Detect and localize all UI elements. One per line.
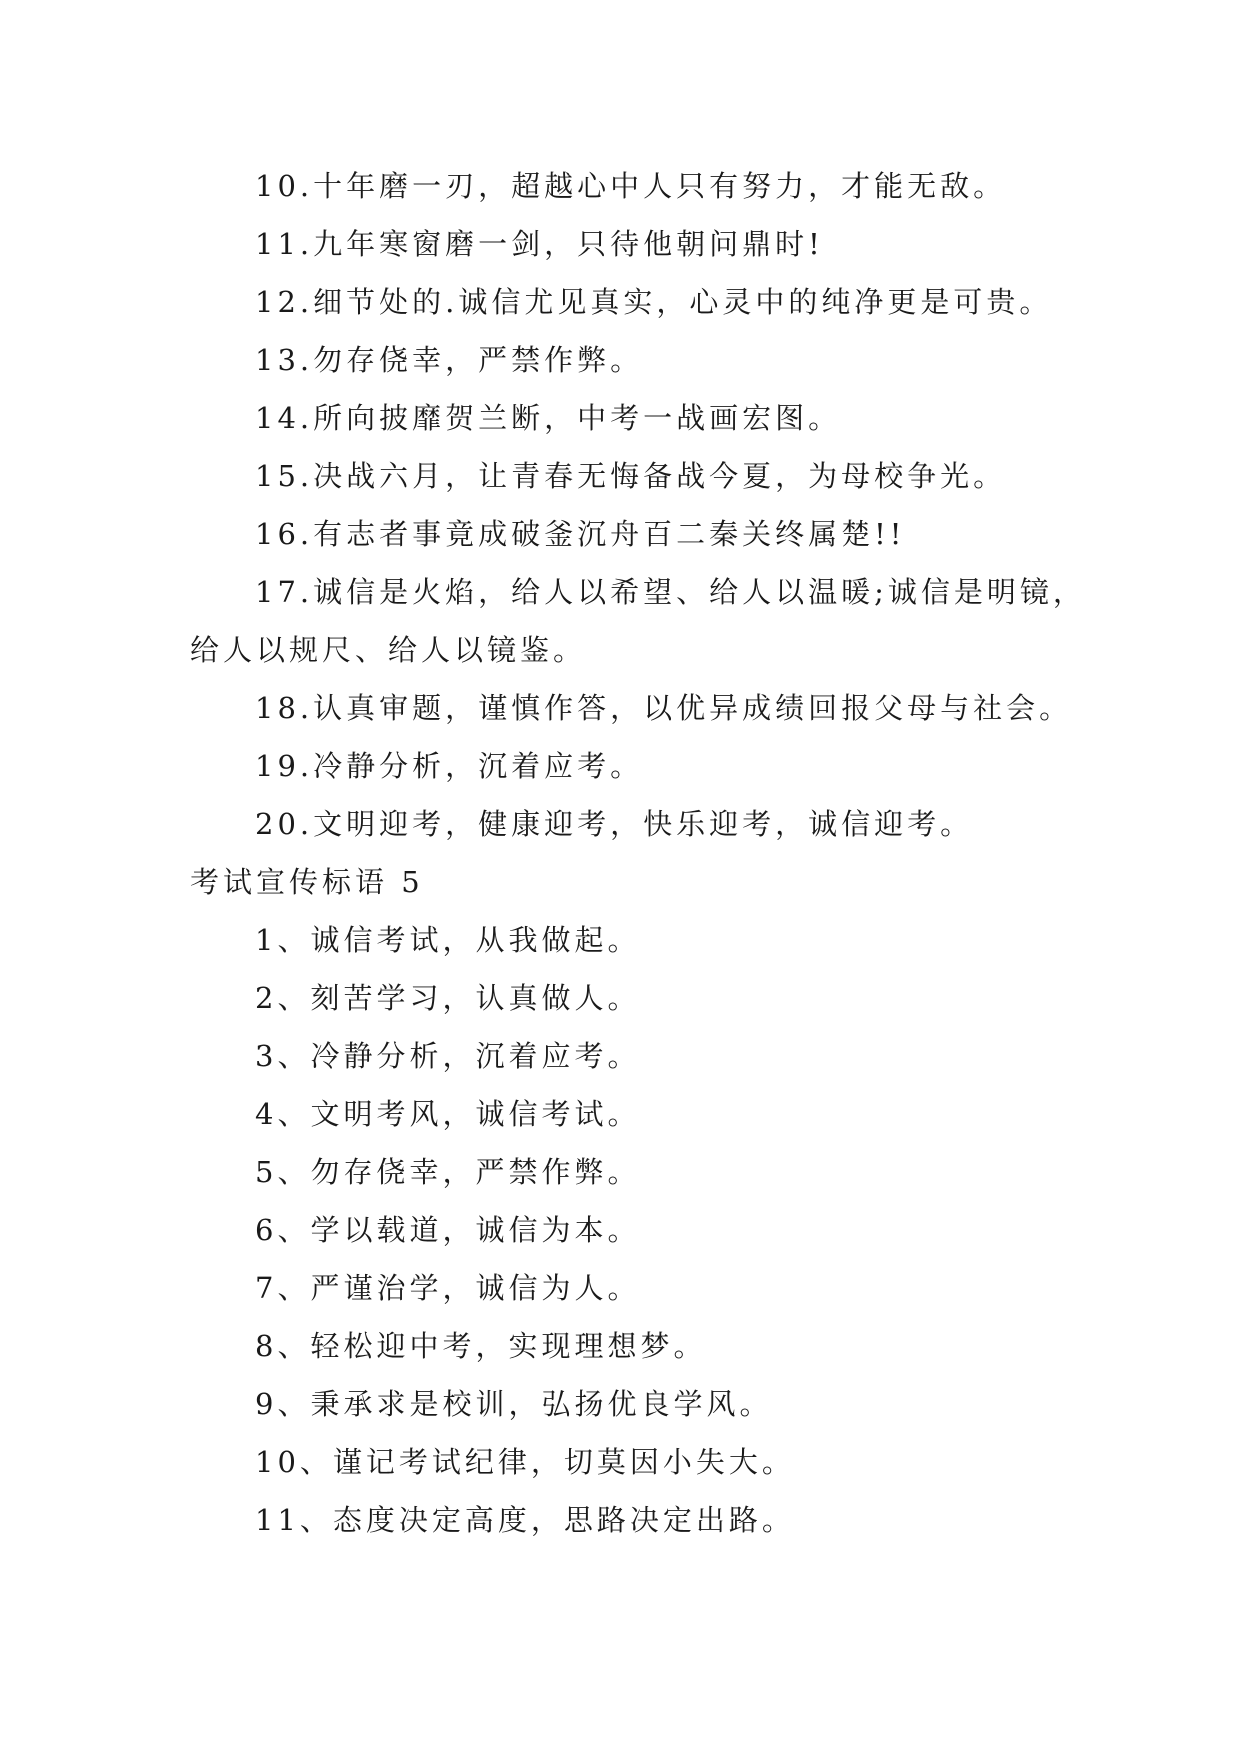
list-item-3: 3、冷静分析，沉着应考。	[255, 1039, 641, 1073]
slogan-line-15: 15.决战六月，让青春无悔备战今夏，为母校争光。	[255, 459, 1007, 493]
list-item-6: 6、学以载道，诚信为本。	[255, 1213, 641, 1247]
list-item-11: 11、态度决定高度，思路决定出路。	[255, 1503, 795, 1537]
slogan-line-12: 12.细节处的.诚信尤见真实，心灵中的纯净更是可贵。	[255, 285, 1053, 319]
slogan-line-11: 11.九年寒窗磨一剑，只待他朝问鼎时!	[255, 227, 824, 261]
slogan-line-20: 20.文明迎考，健康迎考，快乐迎考，诚信迎考。	[255, 807, 974, 841]
list-item-2: 2、刻苦学习，认真做人。	[255, 981, 641, 1015]
slogan-line-14: 14.所向披靡贺兰断，中考一战画宏图。	[255, 401, 842, 435]
list-item-9: 9、秉承求是校训，弘扬优良学风。	[255, 1387, 773, 1421]
slogan-line-19: 19.冷静分析，沉着应考。	[255, 749, 644, 783]
slogan-line-17-continued: 给人以规尺、给人以镜鉴。	[190, 633, 587, 667]
list-item-4: 4、文明考风，诚信考试。	[255, 1097, 641, 1131]
slogan-line-17: 17.诚信是火焰，给人以希望、给人以温暖;诚信是明镜，	[255, 575, 1086, 609]
list-item-7: 7、严谨治学，诚信为人。	[255, 1271, 641, 1305]
list-item-10: 10、谨记考试纪律，切莫因小失大。	[255, 1445, 795, 1479]
slogan-line-13: 13.勿存侥幸，严禁作弊。	[255, 343, 644, 377]
list-item-8: 8、轻松迎中考，实现理想梦。	[255, 1329, 707, 1363]
list-item-1: 1、诚信考试，从我做起。	[255, 923, 641, 957]
section-title: 考试宣传标语 5	[190, 865, 424, 899]
slogan-line-16: 16.有志者事竟成破釜沉舟百二秦关终属楚!!	[255, 517, 906, 551]
slogan-line-18: 18.认真审题，谨慎作答，以优异成绩回报父母与社会。	[255, 691, 1073, 725]
slogan-line-10: 10.十年磨一刃，超越心中人只有努力，才能无敌。	[255, 169, 1007, 203]
list-item-5: 5、勿存侥幸，严禁作弊。	[255, 1155, 641, 1189]
